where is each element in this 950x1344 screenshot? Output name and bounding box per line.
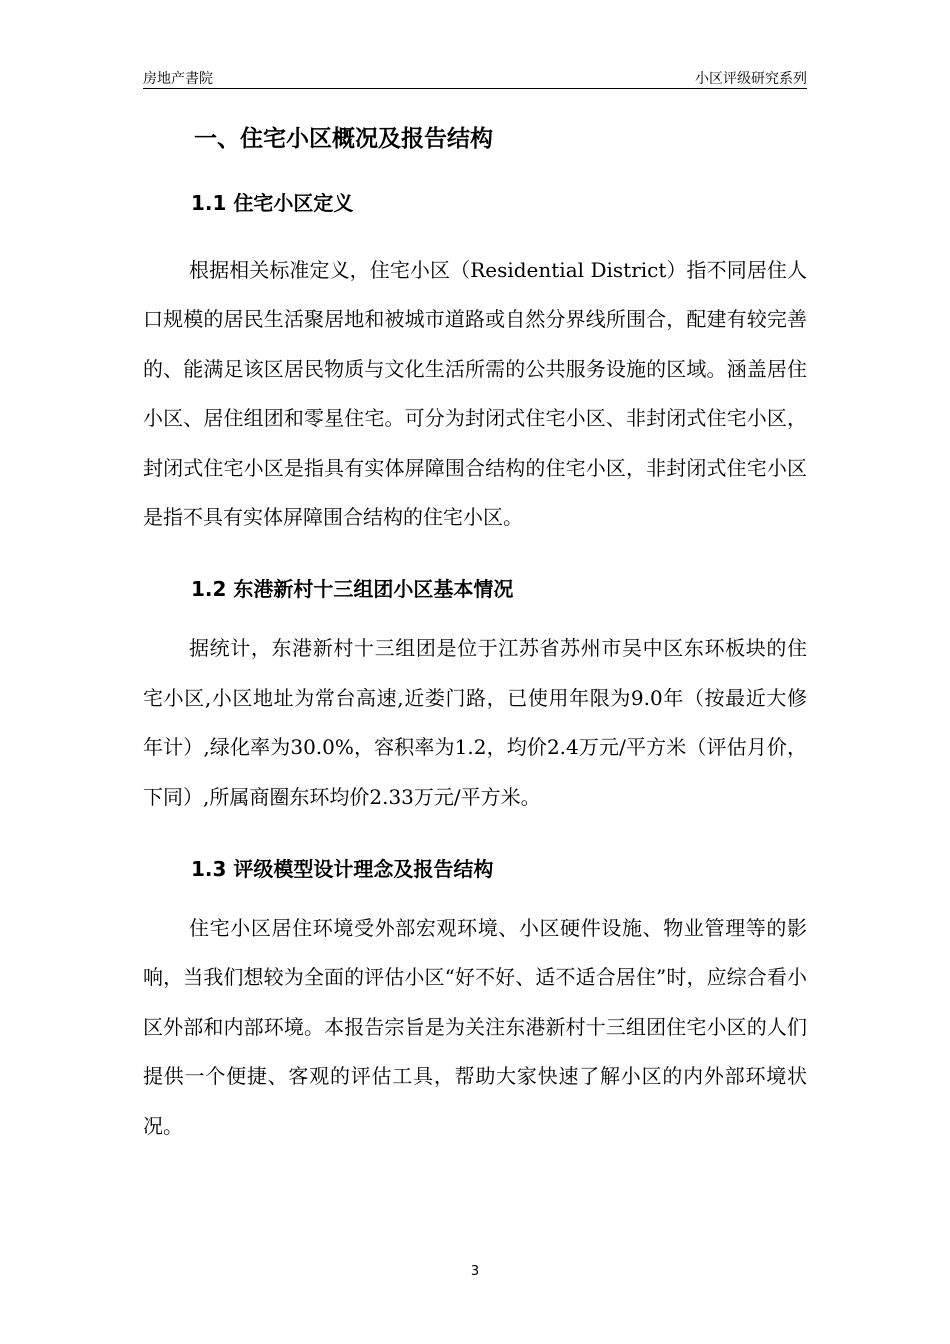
page-content (143, 118, 807, 1151)
header-publisher: 房地产書院 (143, 71, 213, 87)
subsection-heading-1-2: 1.2 东港新村十三组团小区基本情况 (191, 577, 514, 602)
paragraph-definition: 根据相关标准定义，住宅小区（Residential District）指不同居住人口规模的居民生活聚居地和被城市道路或自然分界线所围合，配建有较完善的、能满足该区居民物质与文化生活所需的公共服务设施的区域。涵盖居住小区、居住组团和零星住宅。可分为封闭式住宅小区、非封闭式住宅小区，封闭式住宅小区是指具有实体屏障围合结构的住宅小区，非封闭式住宅小区是指不具有实体屏障围合结构的住宅小区。 (143, 258, 807, 530)
page-number: 3 (470, 1264, 480, 1279)
paragraph-model-design: 住宅小区居住环境受外部宏观环境、小区硬件设施、物业管理等的影响，当我们想较为全面的评估小区“好不好、适不适合居住”时，应综合看小区外部和内部环境。本报告宗旨是为关注东港新村十三组团住宅小区的人们提供一个便捷、客观的评估工具，帮助大家快速了解小区的内外部环境状况。 (143, 916, 807, 1138)
paragraph-basic-info: 据统计，东港新村十三组团是位于江苏省苏州市吴中区东环板块的住宅小区,小区地址为常台高速,近娄门路，已使用年限为9.0年（按最近大修年计）,绿化率为30.0%，容积率为1.2，均价2.4万元/平方米（评估月价，下同）,所属商圈东环均价2.33万元/平方米。 (143, 636, 807, 809)
subsection-heading-1-3: 1.3 评级模型设计理念及报告结构 (191, 857, 494, 882)
section-title: 一、住宅小区概况及报告结构 (194, 126, 493, 152)
subsection-heading-1-1: 1.1 住宅小区定义 (191, 191, 354, 215)
header-series-title: 小区评级研究系列 (695, 71, 807, 87)
page-header (143, 66, 807, 89)
